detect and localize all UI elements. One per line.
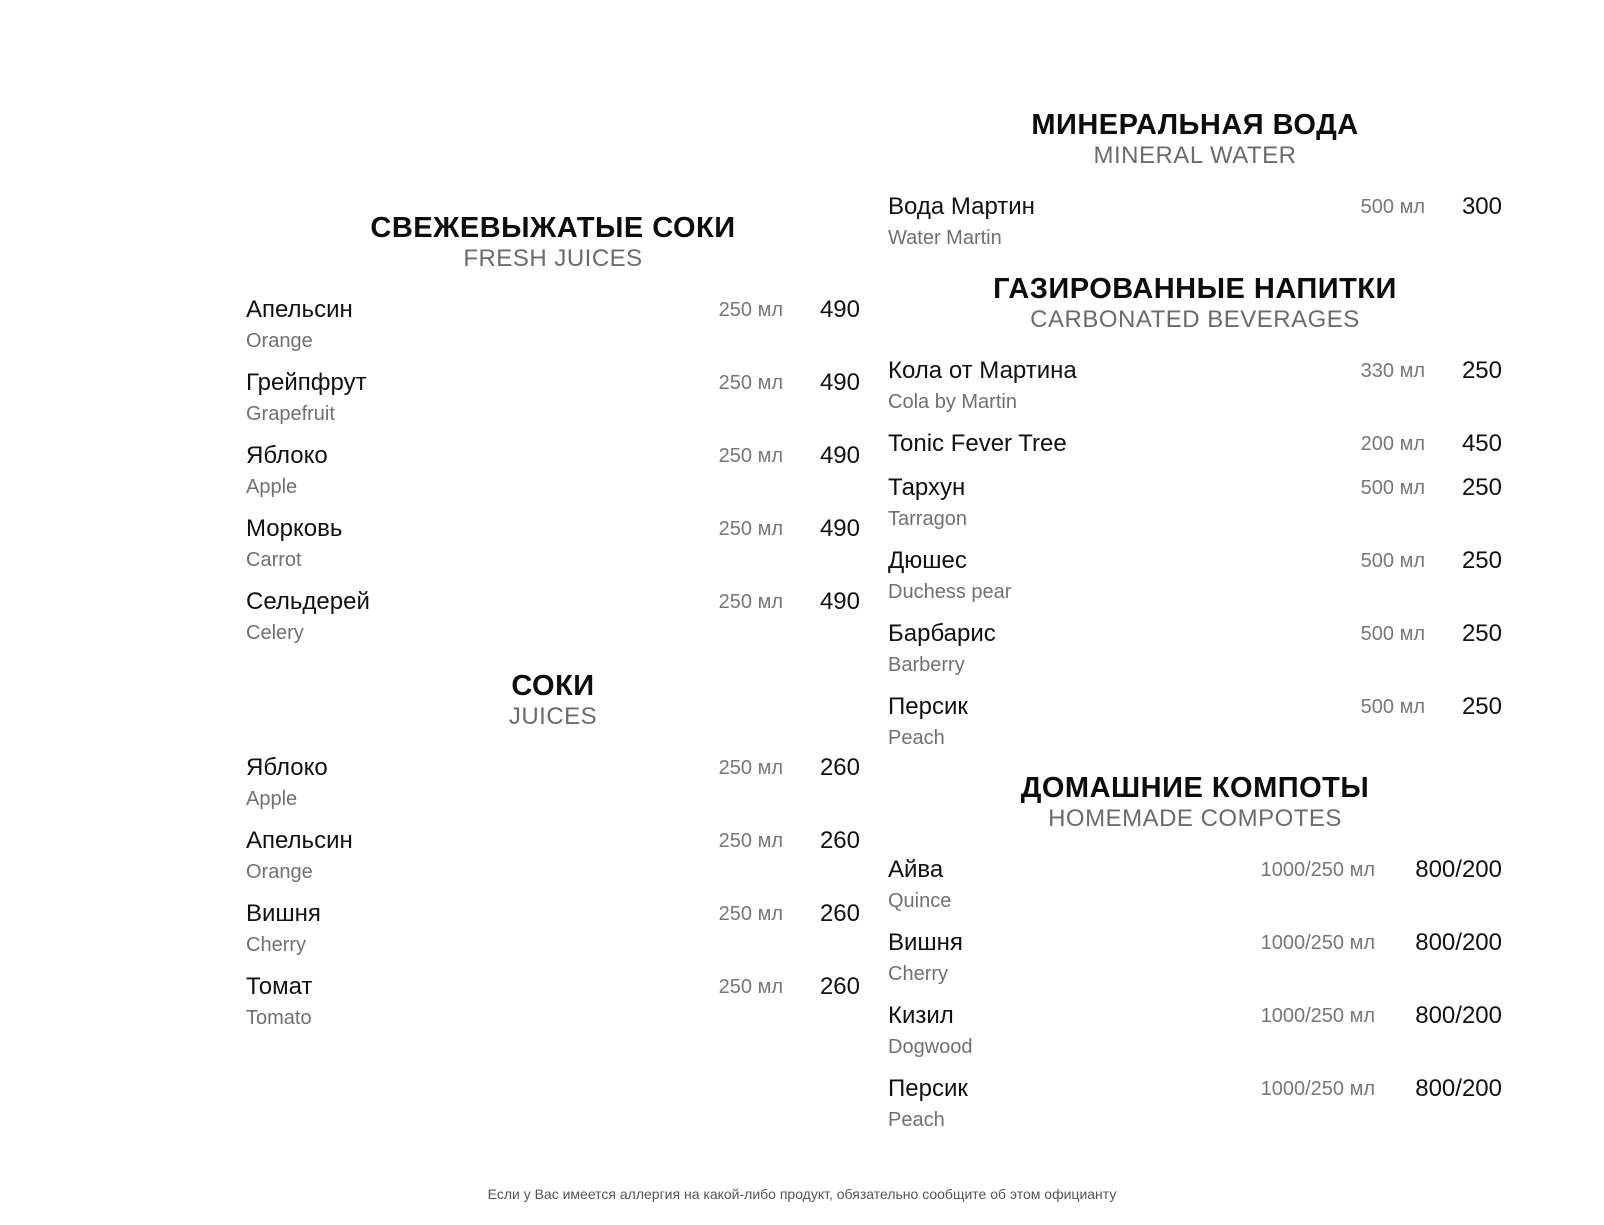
item-price: 800/200 xyxy=(1415,1075,1502,1102)
section-title: СВЕЖЕВЫЖАТЫЕ СОКИ xyxy=(370,212,736,244)
item-volume: 250 мл xyxy=(718,757,783,779)
item-price: 260 xyxy=(819,973,860,1000)
item-name: Яблоко xyxy=(246,754,328,781)
item-name-en: Cherry xyxy=(246,934,307,956)
item-name: Грейпфрут xyxy=(246,369,367,396)
menu-item xyxy=(888,474,1502,547)
item-name: Сельдерей xyxy=(246,588,370,615)
menu-item xyxy=(246,442,860,515)
section-title: ГАЗИРОВАННЫЕ НАПИТКИ xyxy=(993,273,1397,305)
menu-item xyxy=(888,357,1502,430)
item-name: Кизил xyxy=(888,1002,954,1029)
item-name: Айва xyxy=(888,856,944,883)
section-heading xyxy=(246,670,860,731)
item-price: 490 xyxy=(819,588,860,615)
section-subtitle: JUICES xyxy=(508,703,598,730)
item-volume: 330 мл xyxy=(1360,360,1425,382)
item-name: Апельсин xyxy=(246,296,353,323)
menu-item xyxy=(246,369,860,442)
item-volume: 1000/250 мл xyxy=(1260,859,1375,881)
item-name: Барбарис xyxy=(888,620,996,647)
item-volume: 1000/250 мл xyxy=(1260,1078,1375,1100)
item-price: 250 xyxy=(1461,547,1502,574)
item-volume: 250 мл xyxy=(718,903,783,925)
item-price: 250 xyxy=(1461,620,1502,647)
item-volume: 250 мл xyxy=(718,372,783,394)
menu-list xyxy=(246,754,860,1046)
item-price: 300 xyxy=(1461,193,1502,220)
item-name: Персик xyxy=(888,693,968,720)
item-name: Вода Мартин xyxy=(888,193,1035,220)
item-volume: 250 мл xyxy=(718,445,783,467)
section-title: СОКИ xyxy=(511,670,595,702)
menu-item xyxy=(888,193,1502,266)
item-volume: 1000/250 мл xyxy=(1260,1005,1375,1027)
menu-item xyxy=(888,430,1502,474)
mineral-water-section xyxy=(888,109,1502,266)
item-name-en: Apple xyxy=(246,788,298,810)
section-subtitle: FRESH JUICES xyxy=(463,245,643,272)
item-name-en: Orange xyxy=(246,330,313,352)
item-name: Тархун xyxy=(888,474,966,501)
item-price: 260 xyxy=(819,754,860,781)
item-name: Вишня xyxy=(888,929,963,956)
item-volume: 250 мл xyxy=(718,299,783,321)
menu-item xyxy=(888,1002,1502,1075)
item-price: 800/200 xyxy=(1415,929,1502,956)
item-volume: 250 мл xyxy=(718,976,783,998)
menu-item xyxy=(888,1075,1502,1148)
item-name: Яблоко xyxy=(246,442,328,469)
section-heading xyxy=(246,212,860,273)
menu-item xyxy=(888,547,1502,620)
item-price: 490 xyxy=(819,442,860,469)
compotes-section xyxy=(888,772,1502,1148)
item-name: Персик xyxy=(888,1075,968,1102)
menu-item xyxy=(246,973,860,1046)
item-price: 800/200 xyxy=(1415,1002,1502,1029)
menu-list xyxy=(888,856,1502,1148)
item-volume: 500 мл xyxy=(1360,196,1425,218)
item-price: 490 xyxy=(819,515,860,542)
fresh-juices-section xyxy=(246,212,860,661)
menu-item xyxy=(246,827,860,900)
item-name-en: Quince xyxy=(888,890,952,912)
menu-item xyxy=(246,588,860,661)
item-name: Морковь xyxy=(246,515,343,542)
section-subtitle: CARBONATED BEVERAGES xyxy=(1030,306,1360,333)
item-volume: 250 мл xyxy=(718,830,783,852)
section-heading xyxy=(888,273,1502,334)
section-title: МИНЕРАЛЬНАЯ ВОДА xyxy=(1031,109,1359,141)
item-price: 260 xyxy=(819,827,860,854)
item-name: Кола от Мартина xyxy=(888,357,1077,384)
menu-list xyxy=(888,357,1502,766)
item-price: 250 xyxy=(1461,474,1502,501)
item-name: Вишня xyxy=(246,900,321,927)
menu-item xyxy=(246,900,860,973)
item-name-en: Grapefruit xyxy=(246,403,335,425)
juices-section xyxy=(246,670,860,1046)
section-subtitle: MINERAL WATER xyxy=(1093,142,1297,169)
item-price: 490 xyxy=(819,369,860,396)
item-volume: 500 мл xyxy=(1360,696,1425,718)
item-name-en: Water Martin xyxy=(888,227,1002,249)
item-name-en: Dogwood xyxy=(888,1036,973,1058)
section-subtitle: HOMEMADE COMPOTES xyxy=(1048,805,1342,832)
item-price: 450 xyxy=(1461,430,1502,457)
item-name-en: Tomato xyxy=(246,1007,312,1029)
item-name-en: Tarragon xyxy=(888,508,967,530)
carbonated-section xyxy=(888,273,1502,766)
item-volume: 1000/250 мл xyxy=(1260,932,1375,954)
item-name-en: Peach xyxy=(888,727,945,749)
menu-item xyxy=(246,754,860,827)
item-name-en: Duchess pear xyxy=(888,581,1012,603)
section-title: ДОМАШНИЕ КОМПОТЫ xyxy=(1020,772,1370,804)
item-volume: 250 мл xyxy=(718,591,783,613)
menu-item xyxy=(888,620,1502,693)
item-volume: 500 мл xyxy=(1360,623,1425,645)
item-name: Дюшес xyxy=(888,547,967,574)
section-heading xyxy=(888,109,1502,170)
menu-list xyxy=(246,296,860,661)
item-volume: 250 мл xyxy=(718,518,783,540)
item-volume: 500 мл xyxy=(1360,550,1425,572)
section-heading xyxy=(888,772,1502,833)
menu-item xyxy=(246,515,860,588)
menu-item xyxy=(888,856,1502,929)
item-name-en: Apple xyxy=(246,476,298,498)
item-name-en: Carrot xyxy=(246,549,302,571)
item-name-en: Cherry xyxy=(888,963,949,985)
item-price: 250 xyxy=(1461,693,1502,720)
menu-item xyxy=(246,296,860,369)
item-name-en: Celery xyxy=(246,622,304,644)
item-volume: 200 мл xyxy=(1360,433,1425,455)
item-name: Апельсин xyxy=(246,827,353,854)
item-name-en: Barberry xyxy=(888,654,965,676)
item-name: Tonic Fever Tree xyxy=(888,430,1067,457)
item-price: 800/200 xyxy=(1415,856,1502,883)
item-price: 250 xyxy=(1461,357,1502,384)
menu-item xyxy=(888,929,1502,1002)
menu-list xyxy=(888,193,1502,266)
item-price: 260 xyxy=(819,900,860,927)
allergy-note: Если у Вас имеется аллергия на какой-либо продукт, обязательно сообщите об этом официанту xyxy=(487,1186,1117,1202)
item-volume: 500 мл xyxy=(1360,477,1425,499)
item-name-en: Cola by Martin xyxy=(888,391,1017,413)
menu-item xyxy=(888,693,1502,766)
item-price: 490 xyxy=(819,296,860,323)
item-name: Томат xyxy=(246,973,313,1000)
item-name-en: Orange xyxy=(246,861,313,883)
item-name-en: Peach xyxy=(888,1109,945,1131)
